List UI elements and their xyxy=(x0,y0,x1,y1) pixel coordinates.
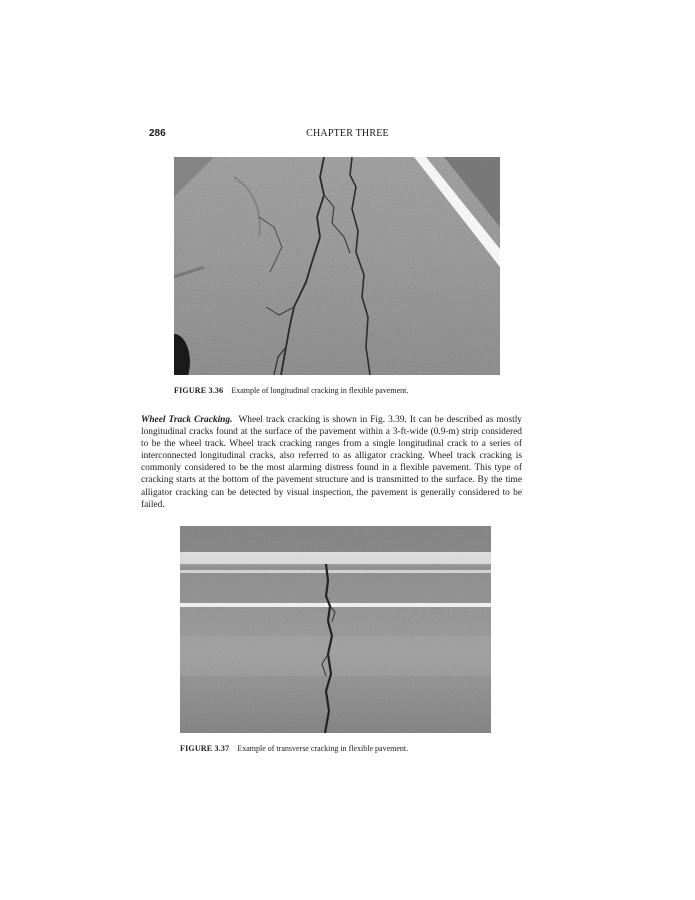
longitudinal-cracking-photo xyxy=(174,157,500,375)
longitudinal-cracking-image xyxy=(174,157,500,375)
figure-label: FIGURE 3.37 xyxy=(180,744,230,753)
figure-3-37-caption xyxy=(180,744,408,753)
figure-label: FIGURE 3.36 xyxy=(174,386,224,395)
section-heading: Wheel Track Cracking. xyxy=(141,415,233,425)
transverse-cracking-image xyxy=(180,526,491,733)
wheel-track-cracking-paragraph xyxy=(141,414,522,511)
figure-3-36-caption xyxy=(174,386,408,395)
running-head: CHAPTER THREE xyxy=(306,128,389,139)
section-body: Wheel track cracking is shown in Fig. 3.39. It can be described as mostly longitudinal cracks found at the surface of the pavement within a 3-ft-wide (0.9-m) strip considered to be the wheel track. Wheel track cracking ranges from a single longitudinal crack to a series of interconnected longitudinal cracks, also referred to as alligator cracking. Wheel track cracking is commonly considered to be the most alarming distress found in a flexible pavement. This type of cracking starts at the bottom of the pavement structure and is transmitted to the surface. By the time alligator cracking can be detected by visual inspection, the pavement is generally considered to be failed. xyxy=(141,415,522,510)
figure-caption-text: Example of transverse cracking in flexible pavement. xyxy=(237,744,409,753)
transverse-cracking-photo xyxy=(180,526,491,733)
page-number: 286 xyxy=(149,128,166,139)
figure-caption-text: Example of longitudinal cracking in flexible pavement. xyxy=(231,386,409,395)
